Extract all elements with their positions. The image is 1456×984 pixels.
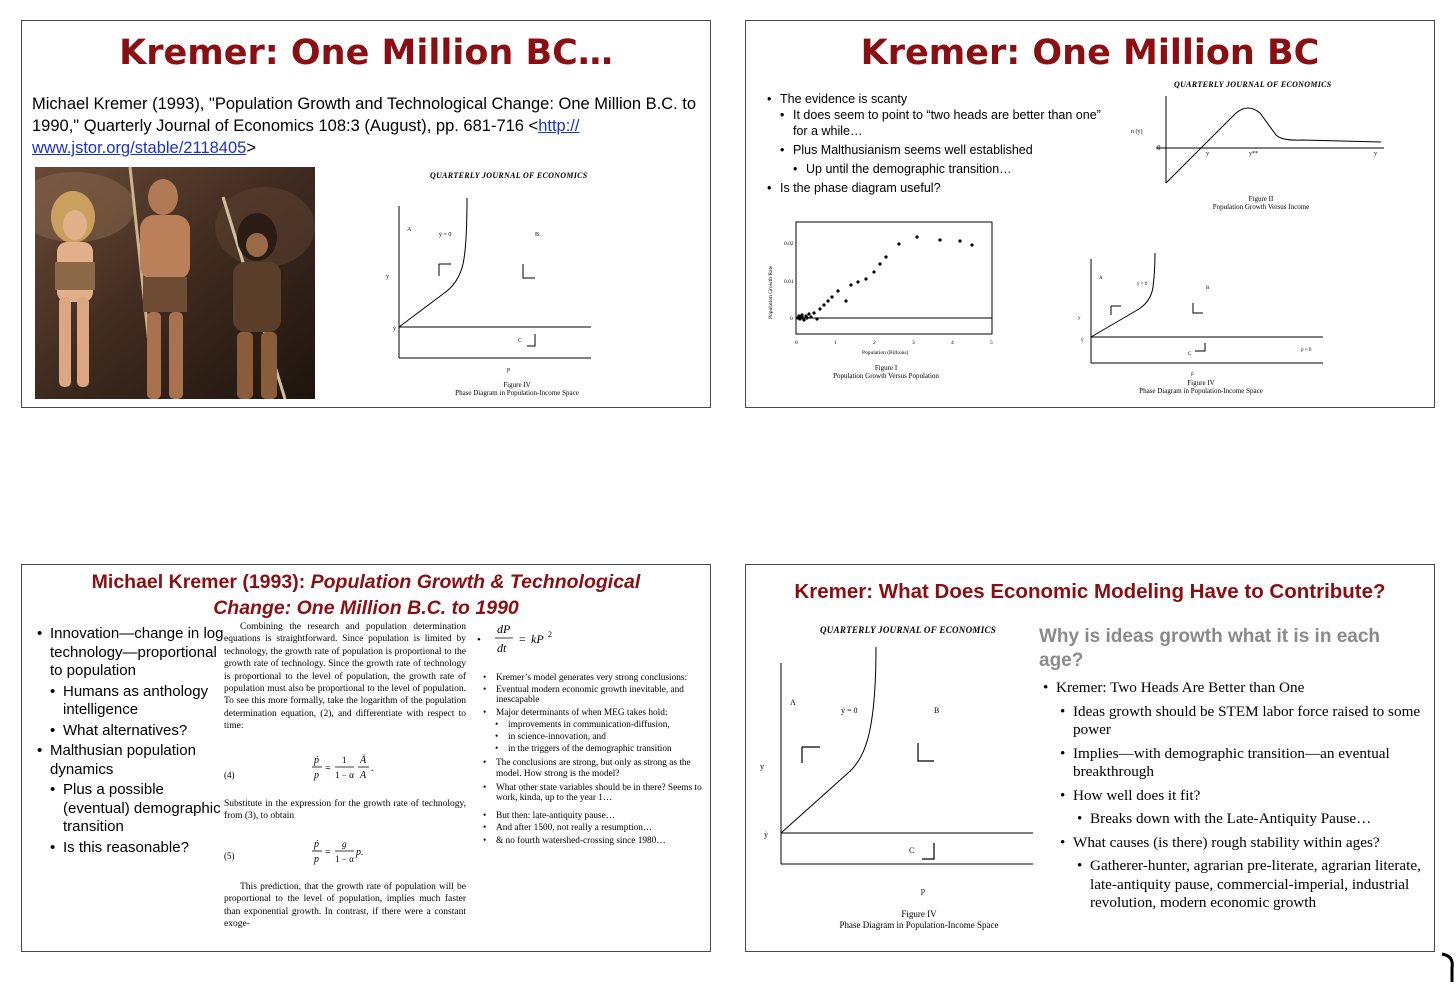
cave-photo — [35, 167, 315, 399]
fig1-scatter — [762, 219, 1002, 359]
slide-1[interactable] — [21, 20, 711, 408]
slide-4-bullets — [1056, 679, 1428, 913]
bullet: • Eventual modern economic growth inevitable, and inescapable — [496, 685, 706, 705]
figure-header: QUARTERLY JOURNAL OF ECONOMICS — [430, 171, 588, 180]
bullet: • improvements in communication-diffusion, — [508, 720, 706, 730]
fig4-small — [1071, 251, 1331, 379]
svg-text:C: C — [909, 846, 915, 855]
svg-text:B: B — [934, 706, 940, 715]
fig4-caption-title: Phase Diagram in Population-Income Space — [1139, 387, 1263, 395]
svg-text:y: y — [386, 274, 389, 280]
bullet: • in science-innovation, and — [508, 732, 706, 742]
slide-4[interactable] — [745, 564, 1435, 952]
svg-text:A: A — [790, 698, 796, 707]
svg-text:ẏ: ẏ — [1081, 338, 1084, 343]
citation-text: Michael Kremer (1993), "Population Growth and Technological Change: One Million B.C. to 1990," Quarterly Journal of Economics 108:3 (August), pp. 681-716 < — [32, 95, 697, 135]
svg-text:5: 5 — [990, 340, 993, 346]
slide-2[interactable] — [745, 20, 1435, 408]
svg-text:p: p — [507, 367, 510, 373]
fig2-caption-title: Population Growth Versus Income — [1212, 203, 1310, 211]
fig1-caption — [786, 364, 986, 380]
svg-text:4: 4 — [951, 340, 954, 346]
bullet: • What other state variables should be in there? Seems to work, kinda, up to the year 1… — [496, 783, 706, 803]
svg-text:Ȧ: Ȧ — [360, 755, 367, 766]
svg-text:1: 1 — [342, 755, 347, 765]
title-author: Michael Kremer (1993): — [91, 571, 311, 593]
slide-4-title: Kremer: What Does Economic Modeling Have to Contribute? — [794, 580, 1386, 603]
svg-text:y: y — [1374, 151, 1377, 157]
svg-text:p: p — [1191, 372, 1194, 377]
figure-caption — [402, 381, 632, 397]
slide-3-right-bullets — [496, 673, 706, 846]
slide-2-title: Kremer: One Million BC — [860, 33, 1320, 73]
fig2-caption — [1146, 195, 1376, 211]
svg-text:y: y — [760, 762, 764, 771]
svg-text:ẏ = 0: ẏ = 0 — [1137, 282, 1148, 287]
slide-1-title: Kremer: One Million BC… — [119, 33, 613, 73]
eq4-label: (4) — [224, 770, 235, 780]
svg-text:ṗ: ṗ — [314, 839, 319, 850]
bullet: • Major determinants of when MEG takes hold: — [496, 708, 706, 718]
citation — [32, 93, 702, 159]
svg-text:1 − α: 1 − α — [335, 770, 354, 780]
svg-text:n (y): n (y) — [1131, 129, 1143, 135]
svg-text:y: y — [1078, 316, 1081, 321]
bullet: • Is the phase diagram useful? — [780, 180, 1110, 196]
citation-link-part1: http:// — [538, 117, 580, 135]
fig2-chart — [1126, 91, 1396, 196]
svg-text:C: C — [1188, 352, 1192, 357]
svg-text:p: p — [314, 770, 319, 781]
bullet: • The evidence is scanty — [780, 91, 1110, 107]
bullet: • Malthusian population dynamics — [50, 742, 225, 779]
slide-3-title — [22, 569, 710, 621]
bullet: • in the triggers of the demographic transition — [508, 744, 706, 754]
svg-text:=: = — [325, 763, 331, 774]
svg-text:p: p — [921, 886, 925, 895]
fig2-header: QUARTERLY JOURNAL OF ECONOMICS — [1174, 80, 1332, 89]
svg-text:A: A — [360, 770, 367, 781]
phase-diagram — [377, 186, 597, 381]
svg-text:1: 1 — [834, 340, 837, 346]
bullet: • Humans as anthology intelligence — [63, 683, 225, 720]
svg-text:0.02: 0.02 — [784, 241, 794, 247]
citation-end: > — [246, 139, 256, 157]
bullet: • What causes (is there) rough stability within ages? — [1073, 834, 1428, 853]
figure-caption-number: Figure IV — [503, 381, 531, 389]
svg-text:y**: y** — [1249, 151, 1258, 157]
svg-text:1 − α: 1 − α — [335, 854, 354, 864]
fig4-caption — [1116, 379, 1286, 395]
slide-2-bullets — [780, 91, 1110, 196]
equation-dPdt — [477, 619, 597, 659]
svg-text:0: 0 — [1157, 144, 1161, 152]
svg-text:B: B — [535, 232, 540, 238]
bullet: • The conclusions are strong, but only as strong as the model. How strong is the model? — [496, 758, 706, 778]
svg-text:ṗ: ṗ — [314, 755, 319, 766]
paper-paragraph-3: This prediction, that the growth rate of population will be proportional to the level of population, implies much faster than exponential growth. In contrast, if there were a constant exoge- — [224, 882, 466, 930]
fig1-caption-title: Population Growth Versus Population — [833, 372, 939, 380]
svg-text:0: 0 — [790, 316, 793, 322]
svg-text:.: . — [371, 763, 374, 774]
bullet: • What alternatives? — [63, 722, 225, 741]
bullet: • Up until the demographic transition… — [806, 161, 1110, 177]
svg-text:g: g — [342, 839, 347, 849]
svg-text:A: A — [407, 227, 412, 233]
svg-text:2: 2 — [548, 630, 552, 639]
fig4-caption-number: Figure IV — [1187, 379, 1215, 387]
svg-text:dP: dP — [497, 622, 511, 636]
title-paper-line2: Change: One Million B.C. to 1990 — [213, 597, 519, 619]
bullet: • Kremer: Two Heads Are Better than One — [1056, 679, 1428, 698]
svg-text:0: 0 — [795, 340, 798, 346]
figure-caption-title: Phase Diagram in Population-Income Space — [455, 389, 579, 397]
svg-text:ṗ = 0: ṗ = 0 — [1301, 348, 1312, 353]
bullet: • It does seem to point to “two heads are better than one” for a while… — [793, 107, 1110, 139]
slide-3[interactable] — [21, 564, 711, 952]
paper-paragraph-2: Substitute in the expression for the growth rate of technology, from (3), to obtain — [224, 799, 466, 822]
bullet: • Gatherer-hunter, agrarian pre-literate, agrarian literate, late-antiquity pause, commercial-imperial, industrial revolution, modern economic growth — [1090, 857, 1428, 913]
bullet: • Kremer’s model generates very strong conclusions: — [496, 673, 706, 683]
svg-text:3: 3 — [912, 340, 915, 346]
svg-text:ẏ = 0: ẏ = 0 — [439, 232, 452, 238]
slide-4-figure-header: QUARTERLY JOURNAL OF ECONOMICS — [820, 625, 997, 635]
bullet: • Is this reasonable? — [63, 839, 225, 858]
bullet: • But then: late-antiquity pause… — [496, 811, 706, 821]
bullet: • Innovation—change in log technology—proportional to population — [50, 625, 225, 681]
bullet: • Implies—with demographic transition—an eventual breakthrough — [1073, 745, 1428, 782]
bullet: • Ideas growth should be STEM labor force raised to some power — [1073, 703, 1428, 740]
svg-text:B: B — [1206, 286, 1210, 291]
eq5-label: (5) — [224, 851, 235, 861]
svg-text:2: 2 — [873, 340, 876, 346]
slide-4-phase-diagram — [758, 643, 1038, 903]
bullet: • Breaks down with the Late-Antiquity Pause… — [1090, 810, 1428, 829]
slide-4-figure-caption-title: Phase Diagram in Population-Income Space — [839, 920, 999, 930]
svg-text:p: p — [314, 854, 319, 865]
slide-4-figure-caption — [804, 909, 1034, 931]
paper-paragraph-1: Combining the research and population determination equations is straightforward. Since population is limited by technology, the growth rate of population is proportional to the growth rate of technology. Since the growth rate of technology is proportional to the level of population, the growth rate of population must also be proportional to the level of population. To see this more formally, take the logarithm of the population determination equation, (2), and differentiate with respect to time: — [224, 622, 466, 732]
fig2-caption-number: Figure II — [1248, 195, 1274, 203]
title-paper-line1: Population Growth & Technological — [310, 571, 641, 593]
svg-text:Population Growth Rate: Population Growth Rate — [768, 265, 774, 319]
bullet: • Plus a possible (eventual) demographic transition — [63, 781, 225, 837]
bullet: • Plus Malthusianism seems well established — [793, 142, 1110, 158]
svg-text:kP: kP — [531, 632, 544, 646]
svg-text:y: y — [1206, 151, 1209, 157]
fig1-caption-number: Figure I — [874, 364, 898, 372]
svg-text:0.01: 0.01 — [784, 279, 794, 285]
bullet: • & no fourth watershed-crossing since 1980… — [496, 836, 706, 846]
svg-text:ẏ: ẏ — [764, 830, 768, 839]
svg-text:Population (Billions): Population (Billions) — [862, 350, 909, 356]
svg-text:=: = — [519, 632, 526, 646]
equation-4 — [312, 749, 382, 789]
svg-text:•: • — [477, 634, 481, 646]
bullet: • How well does it fit? — [1073, 787, 1428, 806]
svg-text:A: A — [1099, 276, 1103, 281]
svg-text:p.: p. — [356, 847, 364, 858]
citation-link-part2: www.jstor.org/stable/2118405 — [32, 139, 247, 157]
corner-cursor-icon — [1438, 950, 1456, 984]
slide-4-question: Why is ideas growth what it is in each age? — [1039, 626, 1381, 671]
svg-text:C: C — [518, 338, 523, 344]
bullet: • And after 1500, not really a resumption… — [496, 823, 706, 833]
equation-5 — [312, 833, 382, 873]
slide-3-left-bullets — [50, 625, 225, 857]
svg-text:ẏ = 0: ẏ = 0 — [841, 706, 858, 715]
slide-4-figure-caption-number: Figure IV — [901, 909, 937, 919]
svg-text:ẏ: ẏ — [393, 326, 396, 332]
svg-text:=: = — [325, 847, 331, 858]
svg-text:dt: dt — [497, 641, 507, 655]
